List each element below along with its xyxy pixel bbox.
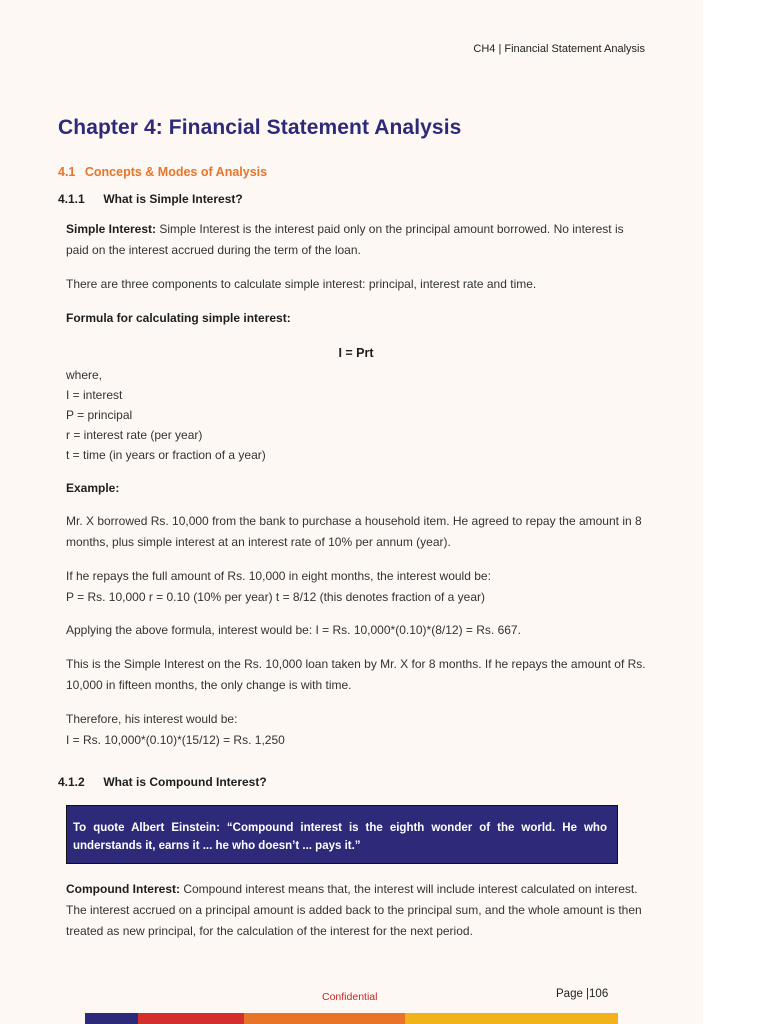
example-heading: Example: [66, 481, 120, 495]
example-paragraph-2-line-2: P = Rs. 10,000 r = 0.10 (10% per year) t = 8/12 (this denotes fraction of a year) [66, 590, 486, 604]
example-paragraph-3: Applying the above formula, interest would be: I = Rs. 10,000*(0.10)*(8/12) = Rs. 667. [66, 623, 521, 637]
subsection-number: 4.1.2 [58, 775, 85, 789]
where-label: where, [66, 368, 103, 382]
subsection-number: 4.1.1 [58, 192, 85, 206]
example-paragraph-5-line-2: I = Rs. 10,000*(0.10)*(15/12) = Rs. 1,250 [66, 733, 285, 747]
variable-i: I = interest [66, 388, 123, 402]
section-title: Concepts & Modes of Analysis [84, 165, 268, 179]
einstein-quote-box: To quote Albert Einstein: “Compound interest is the eighth wonder of the world. He who understands it, earns it ... he who doesn’t ... pays it.” [66, 805, 618, 864]
example-paragraph-5 [66, 709, 646, 751]
variable-p: P = principal [66, 408, 133, 422]
example-paragraph-4: This is the Simple Interest on the Rs. 10,000 loan taken by Mr. X for 8 months. If he repays the amount of Rs. 10,000 in fifteen months, the only change is with time. [66, 657, 646, 692]
variable-r: r = interest rate (per year) [66, 428, 203, 442]
example-paragraph-5-line-1: Therefore, his interest would be: [66, 712, 238, 726]
running-header: CH4 | Financial Statement Analysis [473, 43, 645, 55]
subsection-title: What is Simple Interest? [103, 192, 243, 206]
example-paragraph-1: Mr. X borrowed Rs. 10,000 from the bank to purchase a household item. He agreed to repay the amount in 8 months, plus simple interest at an interest rate of 10% per annum (year). [66, 514, 642, 549]
subsection-heading-simple-interest [58, 192, 243, 206]
definition-label: Compound Interest: [66, 882, 180, 896]
components-paragraph: There are three components to calculate simple interest: principal, interest rate and time. [66, 277, 537, 291]
example-paragraph-2 [66, 566, 646, 608]
definition-text: Compound interest means that, the interest will include interest calculated on interest. The interest accrued on a principal amount is added back to the principal sum, and the whole amount is then treated as new principal, for the calculation of the interest for the next period. [66, 882, 642, 938]
simple-interest-formula: I = Prt [338, 346, 374, 360]
section-number: 4.1 [58, 165, 76, 179]
compound-interest-definition [66, 879, 646, 942]
example-paragraph-2-line-1: If he repays the full amount of Rs. 10,000 in eight months, the interest would be: [66, 569, 491, 583]
page-number: Page |106 [556, 988, 609, 1000]
footer-bar-segment-orange [244, 1013, 405, 1024]
confidential-label: Confidential [322, 991, 378, 1003]
subsection-title: What is Compound Interest? [103, 775, 267, 789]
subsection-heading-compound-interest [58, 775, 267, 789]
section-heading [58, 165, 267, 179]
definition-text: Simple Interest is the interest paid only on the principal amount borrowed. No interest is paid on the interest accrued during the term of the loan. [66, 222, 624, 257]
footer-bar-segment-red [138, 1013, 244, 1024]
footer-bar-segment-yellow [405, 1013, 618, 1024]
definition-label: Simple Interest: [66, 222, 157, 236]
footer-color-bar [85, 1013, 618, 1024]
variable-t: t = time (in years or fraction of a year) [66, 448, 266, 462]
formula-heading: Formula for calculating simple interest: [66, 311, 291, 325]
formula-variables [66, 365, 266, 465]
chapter-title: Chapter 4: Financial Statement Analysis [58, 116, 462, 139]
simple-interest-definition [66, 219, 646, 261]
footer-bar-segment-navy [85, 1013, 138, 1024]
